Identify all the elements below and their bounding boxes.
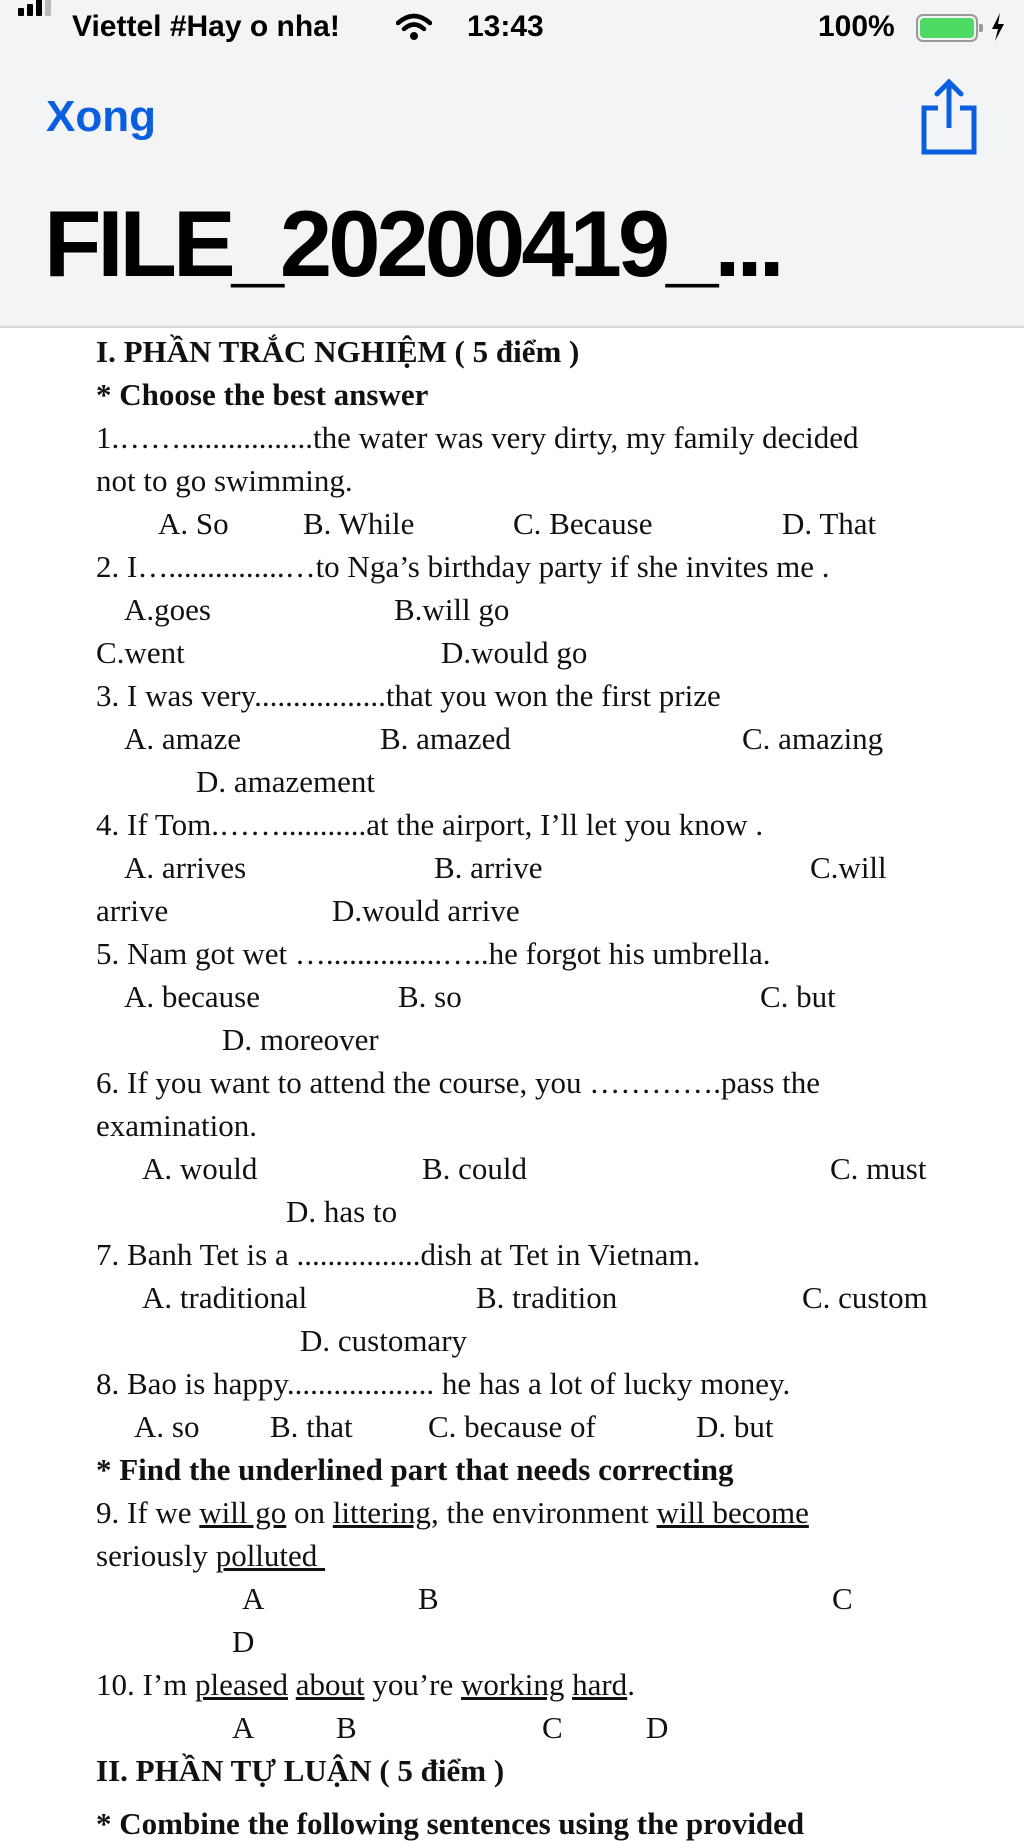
letter-c: C <box>832 1581 853 1616</box>
underlined-a: will go <box>199 1495 287 1530</box>
question-text-cont: examination. <box>96 1108 257 1143</box>
instruction: * Find the underlined part that needs correcting <box>96 1452 734 1487</box>
question-text: 6. If you want to attend the course, you ………….pass the <box>96 1065 821 1100</box>
option-d: D. That <box>782 506 877 541</box>
option-a: A. amaze <box>124 721 242 756</box>
question-text: 5. Nam got wet …...............…..he forgot his umbrella. <box>96 936 771 971</box>
answer-options <box>96 760 996 803</box>
text-run: . <box>627 1667 635 1702</box>
wifi-icon <box>396 12 432 42</box>
option-b: B. amazed <box>380 721 511 756</box>
option-d: D. has to <box>286 1194 398 1229</box>
letter-b: B <box>418 1581 439 1616</box>
option-a: A. because <box>124 979 260 1014</box>
option-c-cont: arrive <box>96 893 169 928</box>
option-b: B. arrive <box>434 850 543 885</box>
answer-letters <box>96 1577 996 1620</box>
answer-options <box>96 502 996 545</box>
answer-options <box>96 846 996 889</box>
text-run: 10. I’m <box>96 1667 196 1702</box>
question-text: 7. Banh Tet is a ................dish at Tet in Vietnam. <box>96 1237 701 1272</box>
answer-options <box>96 1405 996 1448</box>
answer-options <box>96 1147 996 1190</box>
share-icon[interactable] <box>918 78 980 156</box>
text-run: 9. If we <box>96 1495 200 1530</box>
option-c: C.went <box>96 635 185 670</box>
instruction: * Choose the best answer <box>96 377 429 412</box>
option-d: D.would go <box>441 635 588 670</box>
option-c: C. Because <box>513 506 653 541</box>
question-text: 8. Bao is happy................... he has a lot of lucky money. <box>96 1366 791 1401</box>
question-text <box>96 1663 996 1706</box>
option-b: B. could <box>422 1151 528 1186</box>
option-a: A.goes <box>124 592 211 627</box>
option-c: C. because of <box>428 1409 596 1444</box>
file-title: FILE_20200419_... <box>44 191 781 296</box>
letter-d: D <box>646 1710 669 1745</box>
section-title: II. PHẦN TỰ LUẬN ( 5 điểm ) <box>96 1753 505 1788</box>
question-text-cont <box>96 1534 996 1577</box>
question-text: 1.…….................the water was very dirty, my family decided <box>96 420 859 455</box>
section-title: I. PHẦN TRẮC NGHIỆM ( 5 điểm ) <box>96 334 580 369</box>
underlined-b: about <box>295 1667 365 1702</box>
letter-a: A <box>232 1710 255 1745</box>
option-d: D. amazement <box>196 764 376 799</box>
battery-icon <box>916 14 978 42</box>
text-run: on <box>286 1495 333 1530</box>
option-c: C. must <box>830 1151 927 1186</box>
answer-letters <box>96 1706 996 1749</box>
option-d: D. customary <box>300 1323 468 1358</box>
text-run: , the environment <box>430 1495 657 1530</box>
answer-options <box>96 889 996 932</box>
answer-options <box>96 717 996 760</box>
option-b: B. that <box>270 1409 353 1444</box>
answer-options <box>96 631 996 674</box>
text-run: seriously <box>96 1538 216 1573</box>
question-text-cont: not to go swimming. <box>96 463 353 498</box>
answer-letters <box>96 1620 996 1663</box>
option-b: B. so <box>398 979 462 1014</box>
battery-percent: 100% <box>818 10 895 43</box>
option-b: B. While <box>303 506 415 541</box>
carrier-name: Viettel #Hay o nha! <box>72 10 340 43</box>
charging-icon <box>990 12 1006 42</box>
letter-b: B <box>336 1710 357 1745</box>
option-b: B. tradition <box>476 1280 618 1315</box>
option-c: C. custom <box>802 1280 928 1315</box>
answer-options <box>96 1276 996 1319</box>
question-text: 4. If Tom.……...........at the airport, I’ll let you know . <box>96 807 764 842</box>
option-d: D. moreover <box>222 1022 379 1057</box>
option-c: C.will <box>810 850 887 885</box>
letter-c: C <box>542 1710 563 1745</box>
answer-options <box>96 1190 996 1233</box>
option-b: B.will go <box>394 592 510 627</box>
done-button[interactable]: Xong <box>46 92 156 141</box>
underlined-a: pleased <box>195 1667 288 1702</box>
text-run: you’re <box>364 1667 462 1702</box>
option-a: A. traditional <box>142 1280 308 1315</box>
option-d: D. but <box>696 1409 774 1444</box>
document-page <box>96 330 996 1792</box>
option-d: D.would arrive <box>332 893 520 928</box>
option-a: A. arrives <box>124 850 247 885</box>
underlined-d: polluted <box>215 1538 326 1573</box>
underlined-b: littering <box>332 1495 431 1530</box>
letter-d: D <box>232 1624 255 1659</box>
option-a: A. So <box>158 506 229 541</box>
underlined-d: hard <box>572 1667 628 1702</box>
answer-options <box>96 1018 996 1061</box>
letter-a: A <box>242 1581 265 1616</box>
question-text: 2. I…...............…to Nga’s birthday party if she invites me . <box>96 549 830 584</box>
underlined-c: will become <box>656 1495 809 1530</box>
answer-options <box>96 588 996 631</box>
status-bar <box>0 0 1024 56</box>
viewer-header <box>0 56 1024 328</box>
answer-options <box>96 975 996 1018</box>
option-a: A. so <box>134 1409 200 1444</box>
clipped-text-line: * Combine the following sentences using the provided <box>96 1806 805 1841</box>
text-run <box>288 1667 296 1702</box>
option-c: C. but <box>760 979 836 1014</box>
clock: 13:43 <box>467 10 544 43</box>
text-run <box>564 1667 572 1702</box>
underlined-c: working <box>461 1667 565 1702</box>
question-text: 3. I was very.................that you won the first prize <box>96 678 721 713</box>
answer-options <box>96 1319 996 1362</box>
option-c: C. amazing <box>742 721 884 756</box>
question-text <box>96 1491 996 1534</box>
option-a: A. would <box>142 1151 258 1186</box>
